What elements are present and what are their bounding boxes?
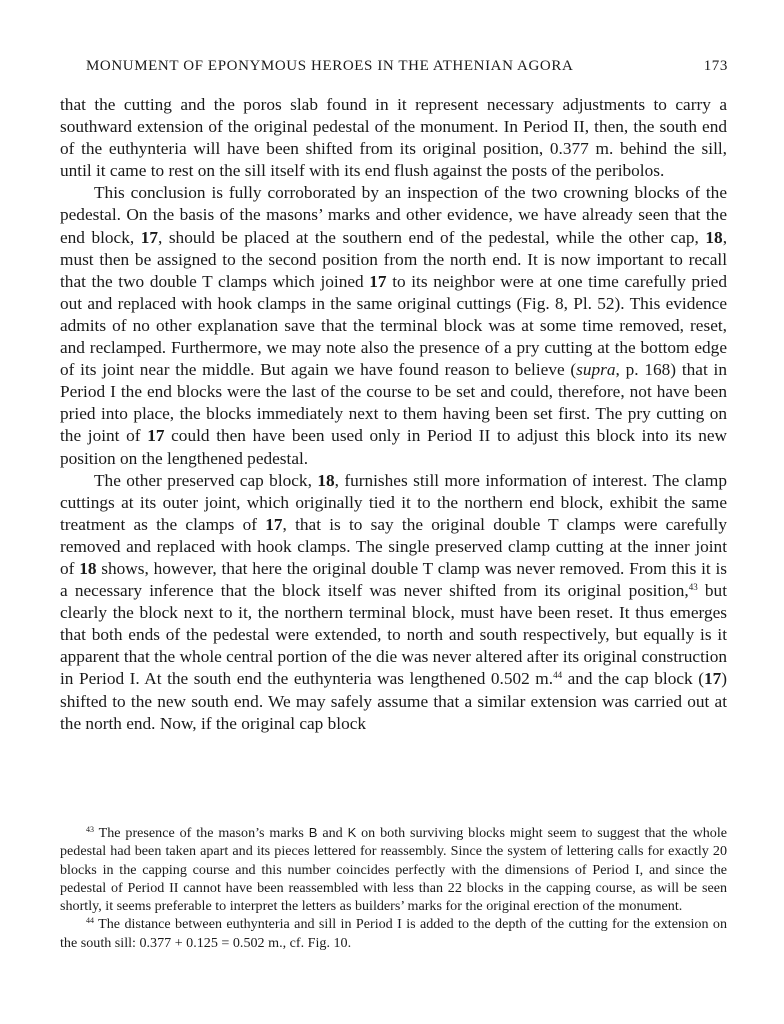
paragraph-2: This conclusion is fully corroborated by an inspection of the two crowning blocks of the pedestal. On the basis of the masons’ marks and other evidence, we have already seen that the end block, 17, should be placed at the southern end of the pedestal, while the other cap, 18, must then be assigned to the second position from the north end. It is now important to recall that the two double T clamps which joined 17 to its neighbor were at one time carefully pried out and replaced with hook clamps in the same original cuttings (Fig. 8, Pl. 52). This evidence admits of no other explanation save that the terminal block was at some time removed, reset, and reclamped. Furthermore, we may note also the presence of a pry cutting at the bottom edge of its joint near the middle. But again we have found reason to believe (supra, p. 168) that in Period I the end blocks were the last of the course to be set and could, therefore, not have been pried into place, the blocks immediately next to them having been set first. The pry cutting on the joint of 17 could then have been used only in Period II to adjust this block into its new position on the lengthened pedestal. — [60, 183, 728, 468]
block-ref: 17 — [265, 514, 283, 534]
block-ref: 17 — [140, 227, 158, 247]
paragraph-1: that the cutting and the poros slab found in it represent necessary adjustments to carry a southward extension of the original pedestal of the monument. In Period II, then, the south end of the euthynteria will have been shifted from its original position, 0.377 m. behind the sill, until it came to rest on the sill itself with its end flush against the posts of the peribolos. — [60, 95, 727, 181]
page-number: 173 — [703, 58, 728, 74]
footnote-ref-44[interactable]: 44 — [553, 670, 563, 681]
footnote-number: 44 — [86, 916, 94, 926]
running-title: MONUMENT OF EPONYMOUS HEROES IN THE ATHENIAN AGORA — [86, 58, 574, 74]
block-ref: 17 — [369, 271, 387, 291]
block-ref: 18 — [317, 470, 335, 490]
footnotes — [60, 824, 727, 952]
main-text — [60, 94, 727, 735]
mason-mark: K — [347, 825, 357, 840]
footnote-43: $^{43}$ The presence of the mason’s marks B and K on both surviving blocks might seem to suggest that the whole pedestal had been taken apart and its pieces lettered for reassembly. Since the system of lettering calls for exactly 20 blocks in the capping course and this number coincides perfectly with the dimensions of Period I, and since the pedestal of Period II cannot have been reassembled with less than 22 blocks in the capping course, as will be seen shortly, it seems preferable to interpret the letters as builders’ marks for the original erection of the monument. — [60, 825, 728, 915]
block-ref: 17 — [703, 669, 722, 689]
block-ref: 18 — [705, 227, 723, 247]
footnote-44: $^{44}$ The distance between euthynteria and sill in Period I is added to the depth of the cutting for the extension on the south sill: 0.377 + 0.125 = 0.502 m., cf. Fig. 10. — [60, 916, 727, 951]
running-header — [60, 58, 728, 82]
block-ref: 18 — [79, 558, 97, 578]
block-ref: 17 — [147, 426, 165, 446]
footnote-ref-43[interactable]: 43 — [688, 582, 698, 593]
mason-mark: B — [308, 825, 318, 840]
paragraph-3: The other preserved cap block, 18, furnishes still more information of interest. The clamp cuttings at its outer joint, which originally tied it to the northern end block, exhibit the same treatment as the clamps of 17, that is to say the original double T clamps were carefully removed and replaced with hook clamps. The single preserved clamp cutting at the inner joint of 18 shows, however, that here the original double T clamp was never removed. From this it is a necessary inference that the block itself was never shifted from its original position,$^{43}$ but clearly the block next to it, the northern terminal block, must have been reset. It thus emerges that both ends of the pedestal were extended, to north and south respectively, but equally is it apparent that the whole central portion of the die was never altered after its original construction in Period I. At the south end the euthynteria was lengthened 0.502 m.$^{44}$ and the cap block (17) shifted to the new south end. We may safely assume that a similar extension was carried out at the north end. Now, if the original cap block — [60, 470, 728, 733]
latin-term: supra — [576, 360, 616, 380]
footnote-number: 43 — [86, 825, 94, 834]
